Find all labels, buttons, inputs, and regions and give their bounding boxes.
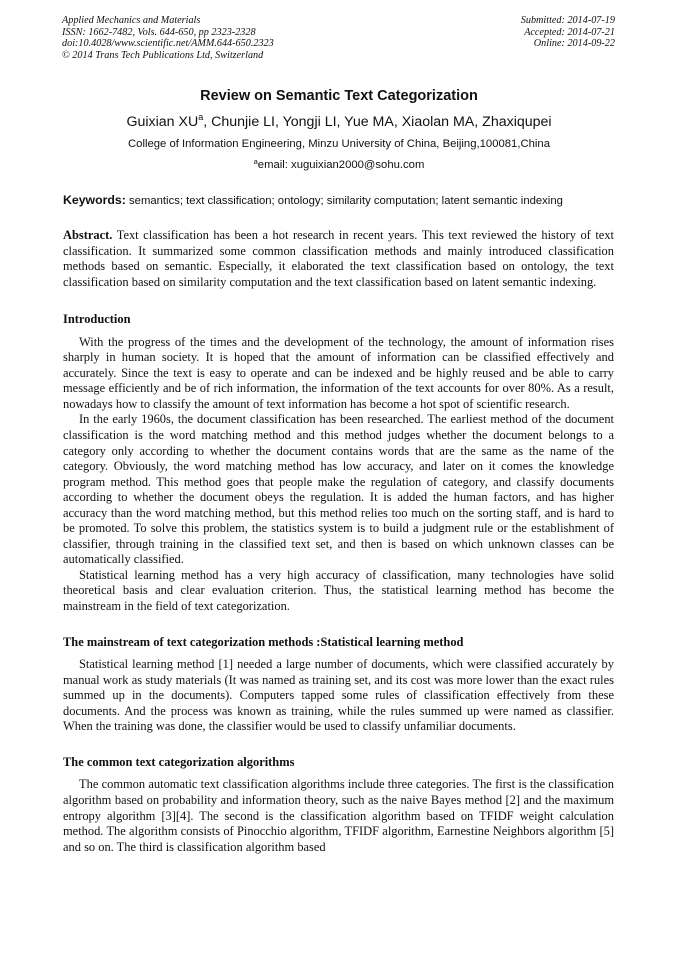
section-heading-introduction: Introduction (63, 312, 131, 327)
keywords (63, 193, 618, 207)
online-date: Online: 2014-09-22 (533, 38, 615, 50)
first-author: Guixian XU (126, 114, 199, 130)
other-authors: , Chunjie LI, Yongji LI, Yue MA, Xiaolan MA, Zhaxiqupei (203, 114, 552, 130)
affiliation: College of Information Engineering, Minzu University of China, Beijing,100081,China (128, 138, 550, 150)
paragraph: With the progress of the times and the development of the technology, the amount of information rises sharply in human society. It is hoped that the amount of information can be classified effectively and accurately. Since the text is easy to operate and can be indexed and be highly reused and be able to carry message efficiently and be of rich information, the information of the text accounts for over 80%. As a result, nowadays how to classify the amount of text information has become a hot spot of scientific research. (63, 334, 614, 411)
issn-line: ISSN: 1662-7482, Vols. 644-650, pp 2323-2328 (62, 26, 256, 38)
journal-info (62, 15, 274, 61)
paragraph: Statistical learning method [1] needed a large number of documents, which were classified accurately by manual work as study materials (It was named as training set, and its cost was more lower than the exact rules summed up in the documents). Computers tapped some rules of classification effectively from these documents. And the process was known as training, while the rules summed up were named as classifier. When the training was done, the classifier would be used to classify unfamiliar documents. (63, 657, 614, 734)
author-affiliation-mark: a (198, 112, 204, 122)
paragraph: In the early 1960s, the document classification has been researched. The earliest method of the document classification is the word matching method and this method judges whether the document belongs to a category only according to whether the document contains words that are the same as the name of the category. Obviously, the word matching method has low accuracy, and later on it comes the knowledge program method. This method goes that people make the regulation of category, and classify documents according to whether the document obeys the regulation. It is added the human factors, and has higher accuracy than the word matching method, but this method relies too much on the sorting staff, and is hard to be promoted. To solve this problem, the statistics system is to build a judgment rule or the establishment of classifier, through training in the classified text set, and then is based on which unknown classes can be automatically classified. (63, 412, 614, 567)
keywords-text: semantics; text classification; ontology; similarity computation; latent semantic indexing (125, 195, 563, 207)
contact-email (0, 157, 678, 171)
paper-title: Review on Semantic Text Categorization (200, 88, 478, 104)
abstract-label: Abstract. (63, 228, 113, 242)
section-heading-algorithms: The common text categorization algorithms (63, 754, 295, 769)
keywords-label: Keywords: (63, 193, 126, 207)
abstract-text: Text classification has been a hot research in recent years. This text reviewed the history of text classification. It summarized some common classification methods and mainly introduced classification methods based on semantic. Especially, it elaborated the text classification based on ontology, the text classification based on similarity computation and the text classification based on latent semantic indexing. (63, 228, 614, 289)
copyright-line: © 2014 Trans Tech Publications Ltd, Switzerland (62, 49, 264, 61)
section-heading-mainstream: The mainstream of text categorization methods :Statistical learning method (63, 634, 464, 649)
journal-name: Applied Mechanics and Materials (62, 15, 201, 26)
accepted-date: Accepted: 2014-07-21 (524, 26, 615, 38)
paragraph: Statistical learning method has a very high accuracy of classification, many technologies have solid theoretical basis and clear evaluation criterion. Thus, the statistical learning method has become the mainstream in the field of text categorization. (63, 567, 614, 614)
author-list (0, 112, 678, 130)
email-mark: a (253, 157, 258, 166)
doi-line: doi:10.4028/www.scientific.net/AMM.644-650.2323 (62, 38, 274, 50)
article-body (63, 228, 614, 855)
abstract (63, 228, 614, 290)
submitted-date: Submitted: 2014-07-19 (520, 15, 615, 26)
submission-dates (521, 15, 615, 50)
email-text: email: xuguixian2000@sohu.com (257, 159, 425, 171)
paragraph: The common automatic text classification algorithms include three categories. The first is the classification algorithm based on probability and information theory, such as the naive Bayes method [2] and the maximum entropy algorithm [3][4]. The second is the classification algorithm based on TFIDF weight calculation method. The algorithm consists of Pinocchio algorithm, TFIDF algorithm, Earnestine Neighbors algorithm [5] and so on. The third is classification algorithm based (63, 777, 614, 854)
